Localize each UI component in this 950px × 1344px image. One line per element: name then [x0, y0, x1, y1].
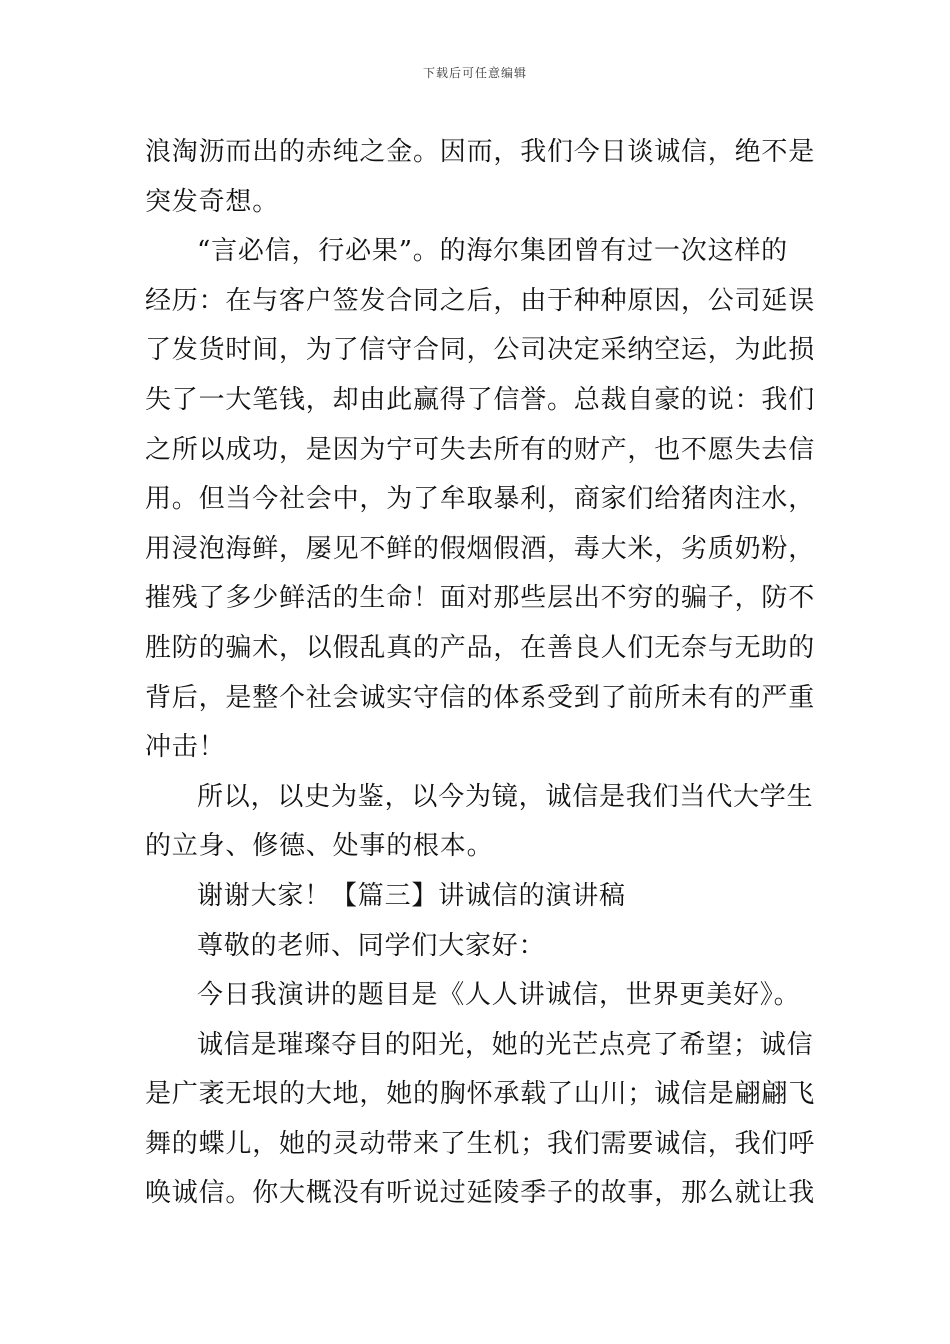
body-text: [145, 128, 816, 1219]
text-line: 的立身、修德、处事的根本。: [145, 831, 494, 862]
text-line: 所以，以史为鉴，以今为镜，诚信是我们当代大学生: [197, 781, 814, 812]
text-line: 胜防的骗术，以假乱真的产品，在善良人们无奈与无助的: [145, 632, 816, 663]
text-line: 尊敬的老师、同学们大家好：: [197, 930, 546, 961]
text-line: 冲击！: [145, 732, 226, 763]
text-line: 摧残了多少鲜活的生命！面对那些层出不穷的骗子，防不: [145, 583, 816, 614]
text-line: 之所以成功，是因为宁可失去所有的财产，也不愿失去信: [145, 434, 816, 465]
text-line: 是广袤无垠的大地，她的胸怀承载了山川；诚信是翩翩飞: [145, 1079, 816, 1110]
text-line: 用浸泡海鲜，屡见不鲜的假烟假酒，毒大米，劣质奶粉，: [145, 533, 816, 564]
text-line: 舞的蝶儿，她的灵动带来了生机；我们需要诚信，我们呼: [145, 1128, 816, 1159]
text-line: 诚信是璀璨夺目的阳光，她的光芒点亮了希望；诚信: [197, 1029, 814, 1060]
text-line: 失了一大笔钱，却由此赢得了信誉。总裁自豪的说：我们: [145, 384, 816, 415]
text-line: 用。但当今社会中，为了牟取暴利，商家们给猪肉注水，: [145, 484, 816, 515]
text-line: 唤诚信。你大概没有听说过延陵季子的故事，那么就让我: [145, 1178, 816, 1209]
page-header-note: 下载后可任意编辑: [422, 66, 527, 80]
text-line: 突发奇想。: [145, 186, 280, 217]
text-line: 浪淘沥而出的赤纯之金。因而，我们今日谈诚信，绝不是: [145, 137, 816, 167]
text-line: 今日我演讲的题目是《人人讲诚信，世界更美好》。: [197, 980, 801, 1011]
text-line: 经历：在与客户签发合同之后，由于种种原因，公司延误: [145, 285, 816, 316]
text-line: 谢谢大家！【篇三】讲诚信的演讲稿: [197, 880, 626, 911]
text-line: “言必信，行必果”。的海尔集团曾有过一次这样的: [197, 236, 788, 267]
text-line: 背后，是整个社会诚实守信的体系受到了前所未有的严重: [145, 682, 816, 713]
text-line: 了发货时间，为了信守合同，公司决定采纳空运，为此损: [145, 335, 816, 366]
